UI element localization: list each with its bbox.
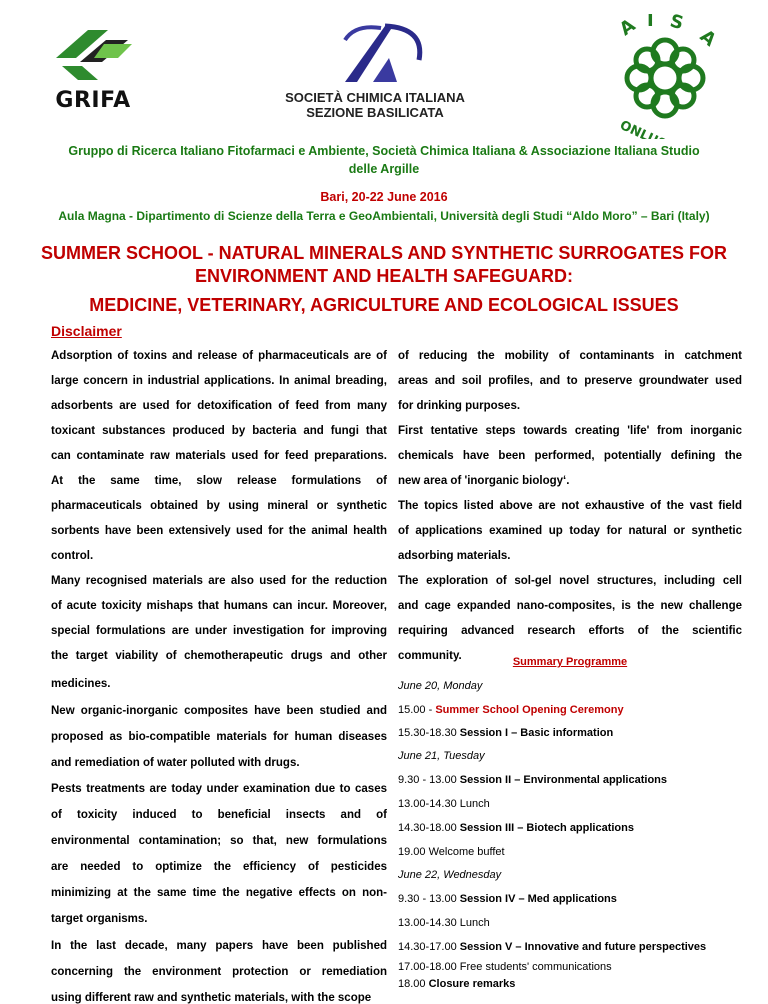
programme-item [398, 961, 612, 973]
day-label: June 22, Wednesday [398, 869, 502, 881]
programme-item [398, 822, 634, 834]
text-line: of toxicity induced to beneficial insects and of [51, 809, 387, 821]
text-line: and remediation of water polluted with drugs. [51, 757, 300, 769]
text-line: proposed as bio-compatible materials for human diseases [51, 731, 387, 743]
item-text: Session I – Basic information [459, 727, 614, 739]
sci-name-line1: SOCIETÀ CHIMICA ITALIANA [285, 90, 465, 105]
grifa-name: GRIFA [55, 88, 131, 113]
disclaimer-heading: Disclaimer [51, 323, 122, 339]
text-line: New organic-inorganic composites have been studied and [51, 705, 387, 717]
item-time: 9.30 - 13.00 [398, 774, 460, 786]
programme-item [398, 727, 613, 739]
text-line: areas and soil profiles, and to preserve groundwater used [398, 375, 742, 387]
svg-text:I: I [647, 14, 654, 31]
item-text: 19.00 Welcome buffet [398, 846, 505, 858]
item-time: 15.30-18.30 [398, 727, 460, 739]
text-line: Many recognised materials are also used for the reduction [51, 575, 387, 587]
text-line: of reducing the mobility of contaminants in catchment [398, 350, 742, 362]
svg-text:S: S [667, 14, 686, 35]
text-line: sorbents have been extensively used for the animal health [51, 525, 387, 537]
item-text: Session II – Environmental applications [459, 774, 668, 786]
text-line: new area of 'inorganic biology‘. [398, 475, 570, 487]
organizers-line1: Gruppo di Ricerca Italiano Fitofarmaci e Ambiente, Società Chimica Italiana & Associazione Italiana Studio [68, 144, 700, 158]
item-text: Session V – Innovative and future perspectives [459, 941, 707, 953]
text-line: The exploration of sol-gel novel structures, including cell [398, 575, 742, 587]
text-line: for drinking purposes. [398, 400, 521, 412]
text-line: Pests treatments are today under examination due to cases [51, 783, 387, 795]
sci-emblem-icon [285, 20, 465, 88]
text-line: chemicals have been performed, potentially defining the [398, 450, 742, 462]
text-line: and cage expanded nano-composites, is the new challenge [398, 600, 742, 612]
text-line: are needed to optimize the efficiency of pesticides [51, 861, 387, 873]
item-text: Session III – Biotech applications [459, 822, 634, 834]
programme-item [398, 941, 706, 953]
text-line: minimizing at the same time the negative effects on non- [51, 887, 387, 899]
item-time: 14.30-18.00 [398, 822, 460, 834]
programme-item [398, 704, 624, 716]
item-text: Closure remarks [428, 978, 516, 990]
school-title [0, 242, 768, 288]
text-line: At the same time, slow release formulations of [51, 475, 387, 487]
text-line: environmental contamination; so that, new formulations [51, 835, 387, 847]
text-line: In the last decade, many papers have been published [51, 940, 387, 952]
programme-item [398, 978, 515, 990]
text-line: toxicant substances produced by bacteria and fungi that [51, 425, 387, 437]
programme-item [398, 917, 490, 929]
item-text: Session IV – Med applications [459, 893, 617, 905]
item-time: 18.00 [398, 978, 429, 990]
programme-item [398, 846, 505, 858]
text-line: control. [51, 550, 94, 562]
programme-day [398, 680, 482, 692]
text-line: First tentative steps towards creating 'life' from inorganic [398, 425, 742, 437]
sci-name-line2: SEZIONE BASILICATA [306, 105, 444, 120]
title-line2: ENVIRONMENT AND HEALTH SAFEGUARD: [195, 266, 573, 286]
grifa-logo [48, 22, 138, 122]
svg-text:A: A [615, 14, 640, 41]
text-line: The topics listed above are not exhaustive of the vast field [398, 500, 742, 512]
item-text: 13.00-14.30 Lunch [398, 798, 490, 810]
aisa-logo [605, 14, 725, 139]
text-line: adsorbing materials. [398, 550, 511, 562]
text-line: of applications examined up today for natural or synthetic [398, 525, 742, 537]
item-text: Summer School Opening Ceremony [435, 704, 624, 716]
svg-text:A: A [695, 25, 720, 51]
text-line: pharmaceuticals obtained by using mineral or synthetic [51, 500, 387, 512]
event-venue: Aula Magna - Dipartimento di Scienze della Terra e GeoAmbientali, Università degli Studi “Aldo Moro” – Bari (Italy) [58, 209, 710, 223]
text-line: adsorbents are used for detoxification of feed from many [51, 400, 387, 412]
programme-item [398, 893, 617, 905]
text-line: can contaminate raw materials used for feed preparations. [51, 450, 387, 462]
aisa-flower-icon [605, 14, 725, 139]
text-line: special formulations are under investigation for improving [51, 625, 387, 637]
school-subtitle: MEDICINE, VETERINARY, AGRICULTURE AND ECOLOGICAL ISSUES [89, 295, 679, 315]
organizers [0, 142, 768, 178]
text-line: using different raw and synthetic materials, with the scope [51, 992, 372, 1004]
grifa-emblem-icon [48, 22, 138, 88]
text-line: target organisms. [51, 913, 148, 925]
text-line: requiring advanced research efforts of the scientific [398, 625, 742, 637]
item-time: 14.30-17.00 [398, 941, 460, 953]
event-date: Bari, 20-22 June 2016 [320, 190, 448, 204]
programme-day [398, 750, 485, 762]
svg-text:ONLUS: ONLUS [617, 118, 669, 139]
sci-logo [285, 20, 465, 125]
text-line: community. [398, 650, 462, 662]
text-line: large concern in industrial applications. In animal breading, [51, 375, 387, 387]
programme-item [398, 774, 667, 786]
programme-title: Summary Programme [512, 656, 628, 668]
day-label: June 20, Monday [398, 680, 483, 692]
item-text: 17.00-18.00 Free students' communications [398, 961, 612, 973]
text-line: of acute toxicity mishaps that humans can incur. Moreover, [51, 600, 387, 612]
title-line1: SUMMER SCHOOL - NATURAL MINERALS AND SYNTHETIC SURROGATES FOR [40, 243, 727, 263]
text-line: Adsorption of toxins and release of pharmaceuticals are of [51, 350, 387, 362]
item-text: 13.00-14.30 Lunch [398, 917, 490, 929]
text-line: concerning the environment protection or remediation [51, 966, 387, 978]
item-time: 9.30 - 13.00 [398, 893, 460, 905]
programme-item [398, 798, 490, 810]
text-line: medicines. [51, 678, 111, 690]
item-time: 15.00 - [398, 704, 436, 716]
day-label: June 21, Tuesday [398, 750, 485, 762]
programme-day [398, 869, 501, 881]
organizers-line2: delle Argille [348, 162, 420, 176]
text-line: the target viability of chemotherapeutic drugs and other [51, 650, 387, 662]
